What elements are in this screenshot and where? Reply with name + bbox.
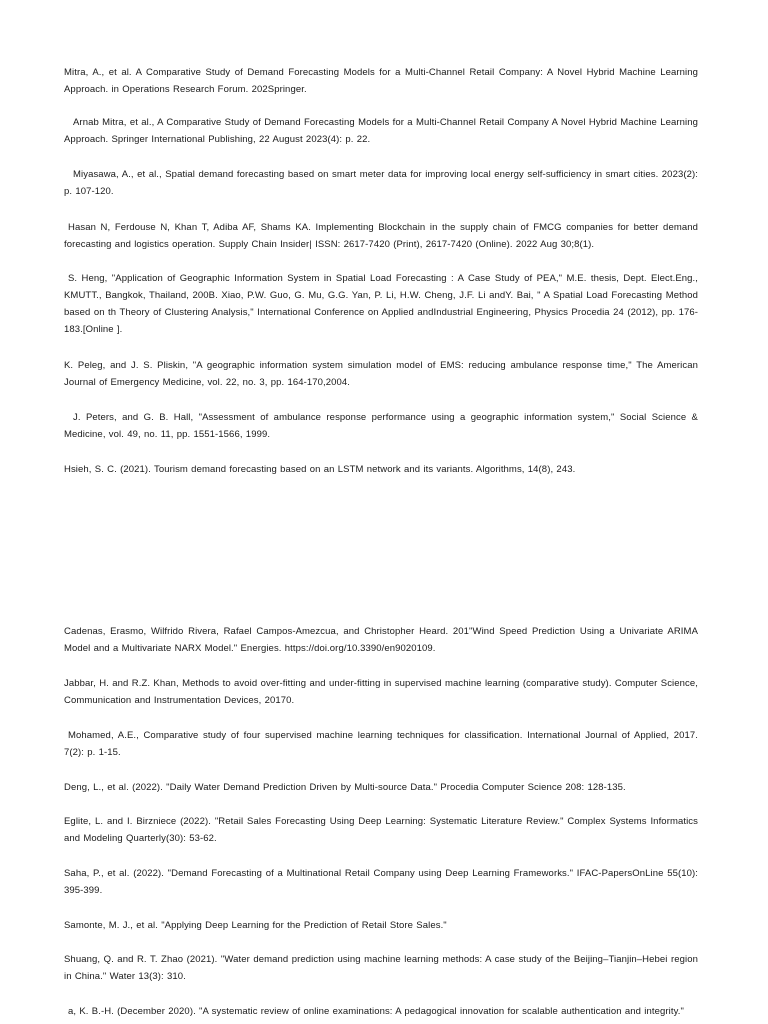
reference-entry: Shuang, Q. and R. T. Zhao (2021). "Water demand prediction using machine learning methods: A case study of the Beijing–Tianjin–Hebei region in China." Water 13(3): 310.	[64, 954, 698, 982]
reference-entry: S. Heng, "Application of Geographic Information System in Spatial Load Forecasting : A Case Study of PEA," M.E. thesis, Dept. Elect.Eng., KMUTT., Bangkok, Thailand, 200B. Xiao, P.W. Guo, G. Mu, G.G. Yan, P. Li, H.W. Cheng, J.F. Li andY. Bai, " A Spatial Load Forecasting Method based on th Theory of Clustering Analysis," International Conference on Applied andIndustrial Engineering, Physics Procedia 24 (2012), pp. 176-183.[Online ].	[64, 273, 698, 335]
reference-entry: J. Peters, and G. B. Hall, "Assessment of ambulance response performance using a geographic information system," Social Science & Medicine, vol. 49, no. 11, pp. 1551-1566, 1999.	[64, 412, 698, 440]
reference-entry: Eglite, L. and I. Birzniece (2022). "Retail Sales Forecasting Using Deep Learning: Systematic Literature Review." Complex Systems Informatics and Modeling Quarterly(30): 53-62.	[64, 816, 698, 844]
reference-entry: Samonte, M. J., et al. "Applying Deep Learning for the Prediction of Retail Store Sales."	[64, 920, 447, 931]
reference-entry: Mitra, A., et al. A Comparative Study of Demand Forecasting Models for a Multi-Channel Retail Company: A Novel Hybrid Machine Learning Approach. in Operations Research Forum. 202Springer.	[64, 67, 698, 95]
reference-entry: Hasan N, Ferdouse N, Khan T, Adiba AF, Shams KA. Implementing Blockchain in the supply chain of FMCG companies for better demand forecasting and logistics operation. Supply Chain Insider| ISSN: 2617-7420 (Print), 2617-7420 (Online). 2022 Aug 30;8(1).	[64, 222, 698, 250]
reference-entry: Hsieh, S. C. (2021). Tourism demand forecasting based on an LSTM network and its variants. Algorithms, 14(8), 243.	[64, 464, 576, 475]
reference-entry: Mohamed, A.E., Comparative study of four supervised machine learning techniques for classification. International Journal of Applied, 2017. 7(2): p. 1-15.	[64, 730, 698, 758]
reference-entry: Miyasawa, A., et al., Spatial demand forecasting based on smart meter data for improving local energy self-sufficiency in smart cities. 2023(2): p. 107-120.	[64, 169, 698, 197]
reference-entry: Cadenas, Erasmo, Wilfrido Rivera, Rafael Campos-Amezcua, and Christopher Heard. 201"Wind Speed Prediction Using a Univariate ARIMA Model and a Multivariate NARX Model." Energies. https://doi.org/10.3390/en9020109.	[64, 626, 698, 654]
reference-entry: a, K. B.-H. (December 2020). "A systematic review of online examinations: A pedagogical innovation for scalable authentication and integrity."	[68, 1006, 684, 1017]
reference-entry: Jabbar, H. and R.Z. Khan, Methods to avoid over-fitting and under-fitting in supervised machine learning (comparative study). Computer Science, Communication and Instrumentation Devices, 20170.	[64, 678, 698, 706]
reference-entry: Saha, P., et al. (2022). "Demand Forecasting of a Multinational Retail Company using Deep Learning Frameworks." IFAC-PapersOnLine 55(10): 395-399.	[64, 868, 698, 896]
reference-entry: Arnab Mitra, et al., A Comparative Study of Demand Forecasting Models for a Multi-Channel Retail Company A Novel Hybrid Machine Learning Approach. Springer International Publishing, 22 August 2023(4): p. 22.	[64, 117, 698, 145]
reference-entry: K. Peleg, and J. S. Pliskin, "A geographic information system simulation model of EMS: reducing ambulance response time," The American Journal of Emergency Medicine, vol. 22, no. 3, pp. 164-170,2004.	[64, 360, 698, 388]
reference-entry: Deng, L., et al. (2022). "Daily Water Demand Prediction Driven by Multi-source Data." Procedia Computer Science 208: 128-135.	[64, 782, 626, 793]
